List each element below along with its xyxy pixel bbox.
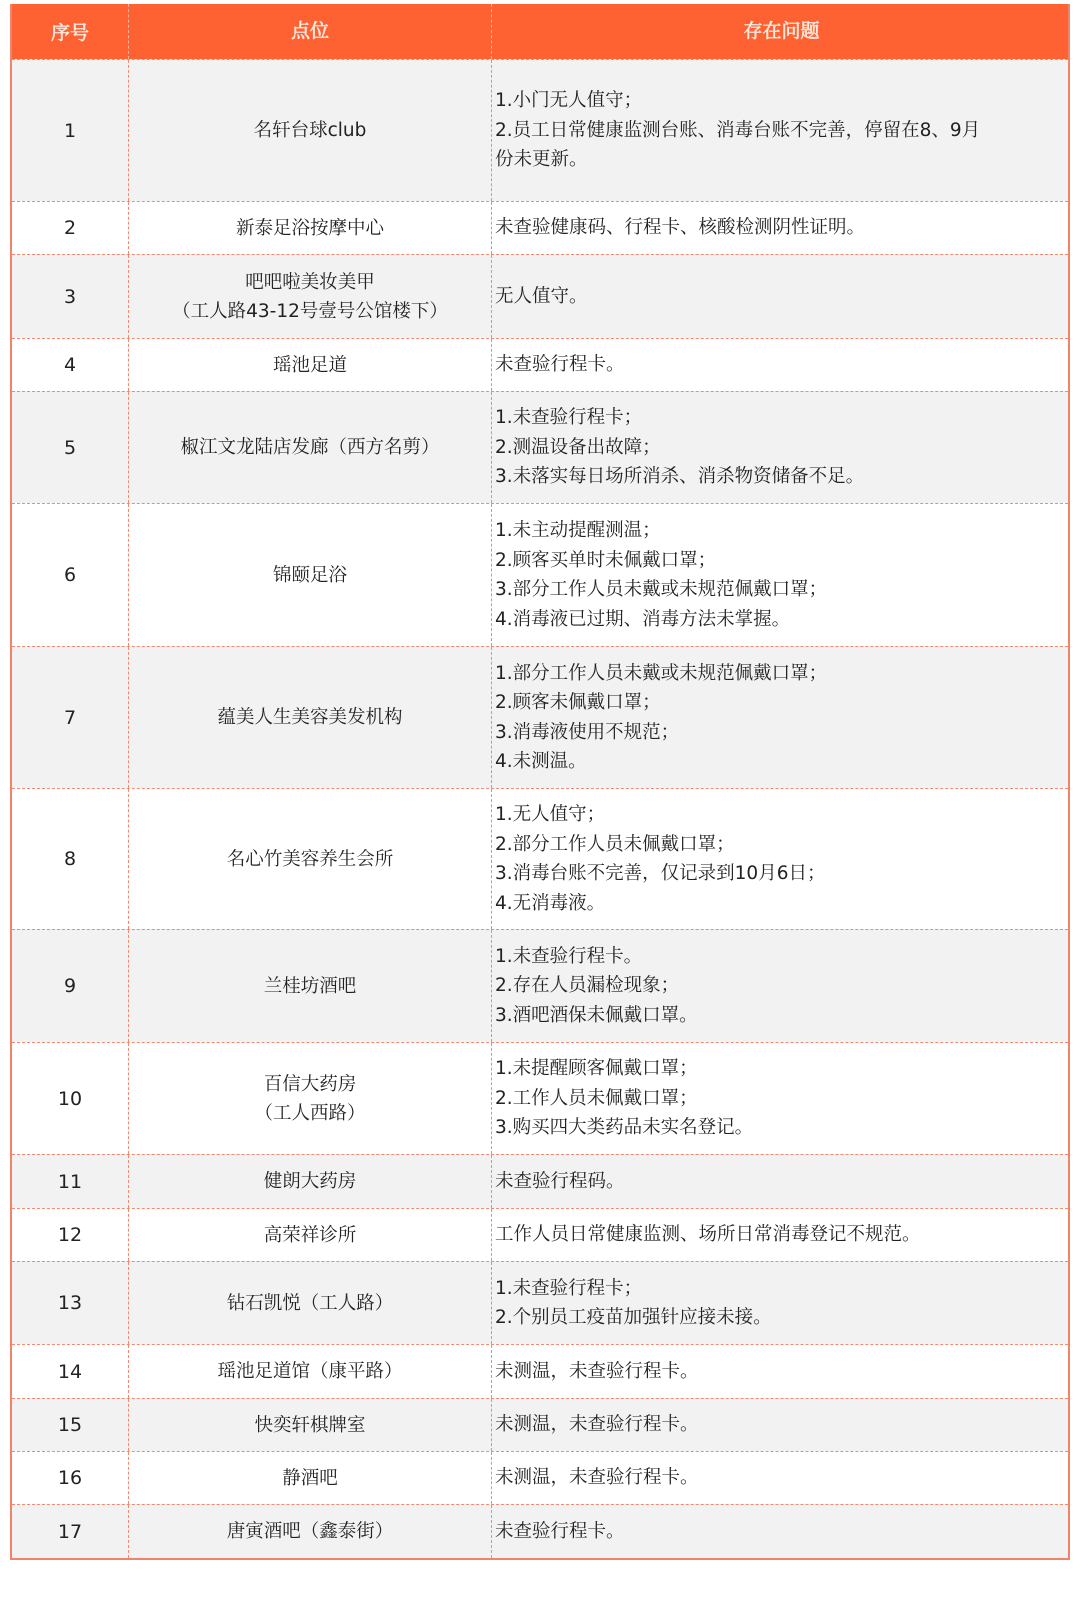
- issue-line: 份未更新。: [495, 149, 588, 171]
- serial-number-cell: 6: [12, 504, 129, 646]
- location-line: 快奕轩棋牌室: [254, 1414, 366, 1436]
- table-row: [12, 391, 1068, 503]
- table-row: [12, 1261, 1068, 1344]
- location-line: 蕴美人生美容美发机构: [217, 707, 403, 728]
- issue-line: 2.顾客未佩戴口罩；: [495, 692, 661, 713]
- location-cell: [129, 647, 492, 788]
- issue-line: 4.消毒液已过期、消毒方法未掌握。: [495, 608, 791, 630]
- location-cell: [129, 60, 492, 201]
- issues-cell: [492, 1262, 1068, 1344]
- issue-line: 1.未提醒顾客佩戴口罩；: [495, 1058, 698, 1080]
- location-line: 瑶池足道馆（康平路）: [217, 1361, 403, 1382]
- location-cell: [129, 392, 492, 503]
- serial-number-cell: 2: [12, 202, 129, 254]
- issue-line: 2.存在人员漏检现象；: [495, 975, 680, 997]
- table-row: [12, 1154, 1068, 1208]
- issues-cell: [492, 1209, 1068, 1261]
- issue-line: 工作人员日常健康监测、场所日常消毒登记不规范。: [495, 1224, 921, 1246]
- issue-line: 未测温，未查验行程卡。: [495, 1467, 699, 1489]
- location-cell: [129, 789, 492, 929]
- issues-cell: [492, 1345, 1068, 1398]
- table-row: [12, 1208, 1068, 1261]
- location-line: 钻石凯悦（工人路）: [226, 1292, 394, 1314]
- issue-line: 3.消毒液使用不规范；: [495, 721, 680, 743]
- issue-line: 2.员工日常健康监测台账、消毒台账不完善，停留在8、9月: [495, 119, 981, 141]
- issues-cell: [492, 1505, 1068, 1558]
- issues-cell: [492, 1452, 1068, 1504]
- location-cell: [129, 255, 492, 338]
- issue-line: 3.未落实每日场所消杀、消杀物资储备不足。: [495, 466, 865, 488]
- location-cell: [129, 930, 492, 1042]
- issue-line: 1.未查验行程卡；: [495, 407, 643, 429]
- location-line: 健朗大药房: [263, 1171, 357, 1192]
- issue-line: 1.部分工作人员未戴或未规范佩戴口罩；: [495, 662, 828, 684]
- issue-line: 3.消毒台账不完善，仅记录到10月6日；: [495, 863, 826, 884]
- issues-cell: [492, 202, 1068, 254]
- table-row: [12, 338, 1068, 391]
- table-row: [12, 646, 1068, 788]
- location-line: 瑶池足道: [272, 354, 347, 376]
- header-issues: 存在问题: [743, 19, 820, 42]
- issues-cell: [492, 504, 1068, 646]
- issues-cell: [492, 647, 1068, 788]
- location-line: 兰桂坊酒吧: [263, 975, 357, 997]
- location-cell: [129, 1262, 492, 1344]
- issue-line: 3.购买四大类药品未实名登记。: [495, 1117, 754, 1139]
- table-body: [12, 59, 1068, 1558]
- location-line: 新泰足浴按摩中心: [235, 217, 384, 239]
- location-line: 锦颐足浴: [272, 564, 347, 586]
- table-row: [12, 1398, 1068, 1451]
- location-line: 名心竹美容养生会所: [226, 848, 394, 870]
- inspection-table: [10, 4, 1070, 1560]
- table-row: [12, 1451, 1068, 1504]
- location-cell: [129, 202, 492, 254]
- issue-line: 1.小门无人值守；: [495, 90, 643, 112]
- serial-number-cell: 3: [12, 255, 129, 338]
- issues-cell: [492, 60, 1068, 201]
- serial-number-cell: 13: [12, 1262, 129, 1344]
- issue-line: 未查验行程码。: [495, 1170, 625, 1192]
- table-row: [12, 1042, 1068, 1154]
- issue-line: 1.无人值守；: [495, 804, 606, 825]
- table-row: [12, 1504, 1068, 1558]
- issue-line: 2.测温设备出故障；: [495, 436, 661, 458]
- issue-line: 1.未查验行程卡。: [495, 945, 643, 967]
- header-serial-number: 序号: [12, 4, 129, 59]
- location-line: 吧吧啦美妆美甲: [245, 271, 375, 293]
- table-row: [12, 503, 1068, 646]
- location-cell: [129, 1209, 492, 1261]
- table-row: [12, 59, 1068, 201]
- table-row: [12, 788, 1068, 929]
- issue-line: 未查验行程卡。: [495, 1520, 625, 1542]
- location-cell: [129, 1043, 492, 1154]
- table-row: [12, 254, 1068, 338]
- location-line: 百信大药房: [263, 1073, 357, 1095]
- table-row: [12, 929, 1068, 1042]
- table-row: [12, 201, 1068, 254]
- issues-cell: [492, 339, 1068, 391]
- location-cell: [129, 1452, 492, 1504]
- issue-line: 3.酒吧酒保未佩戴口罩。: [495, 1004, 698, 1026]
- serial-number-cell: 5: [12, 392, 129, 503]
- location-line: 静酒吧: [282, 1467, 338, 1489]
- location-cell: [129, 339, 492, 391]
- serial-number-cell: 1: [12, 60, 129, 201]
- issue-line: 无人值守。: [495, 285, 588, 307]
- serial-number-cell: 8: [12, 789, 129, 929]
- location-line: 唐寅酒吧（鑫泰街）: [226, 1521, 394, 1542]
- location-cell: [129, 504, 492, 646]
- issues-cell: [492, 1155, 1068, 1208]
- serial-number-cell: 10: [12, 1043, 129, 1154]
- serial-number-cell: 17: [12, 1505, 129, 1558]
- issue-line: 1.未查验行程卡；: [495, 1277, 643, 1299]
- issue-line: 2.个别员工疫苗加强针应接未接。: [495, 1307, 772, 1328]
- issues-cell: [492, 1399, 1068, 1451]
- serial-number-cell: 15: [12, 1399, 129, 1451]
- serial-number-cell: 16: [12, 1452, 129, 1504]
- header-location: 点位: [129, 4, 492, 59]
- location-line: 高荣祥诊所: [263, 1224, 357, 1246]
- serial-number-cell: 11: [12, 1155, 129, 1208]
- issues-cell: [492, 1043, 1068, 1154]
- issue-line: 未查验行程卡。: [495, 354, 625, 376]
- issue-line: 未查验健康码、行程卡、核酸检测阴性证明。: [495, 217, 866, 239]
- issues-cell: [492, 930, 1068, 1042]
- location-line: 名轩台球club: [253, 120, 367, 141]
- issue-line: 2.部分工作人员未佩戴口罩；: [495, 833, 735, 855]
- serial-number-cell: 12: [12, 1209, 129, 1261]
- issues-cell: [492, 789, 1068, 929]
- table-header: [12, 4, 1068, 59]
- location-line: （工人西路）: [254, 1102, 366, 1124]
- location-cell: [129, 1399, 492, 1451]
- issue-line: 3.部分工作人员未戴或未规范佩戴口罩；: [495, 579, 828, 600]
- location-cell: [129, 1505, 492, 1558]
- issue-line: 未测温，未查验行程卡。: [495, 1360, 699, 1382]
- location-cell: [129, 1345, 492, 1398]
- issue-line: 未测温，未查验行程卡。: [495, 1414, 699, 1436]
- issue-line: 2.顾客买单时未佩戴口罩；: [495, 549, 717, 571]
- location-line: 椒江文龙陆店发廊（西方名剪）: [180, 437, 440, 458]
- issue-line: 1.未主动提醒测温；: [495, 520, 661, 541]
- serial-number-cell: 7: [12, 647, 129, 788]
- issue-line: 4.无消毒液。: [495, 892, 606, 914]
- issues-cell: [492, 392, 1068, 503]
- serial-number-cell: 9: [12, 930, 129, 1042]
- location-line: （工人路43-12号壹号公馆楼下）: [172, 300, 448, 322]
- serial-number-cell: 4: [12, 339, 129, 391]
- issue-line: 4.未测温。: [495, 751, 587, 772]
- table-row: [12, 1344, 1068, 1398]
- issues-cell: [492, 255, 1068, 338]
- location-cell: [129, 1155, 492, 1208]
- issue-line: 2.工作人员未佩戴口罩；: [495, 1087, 698, 1109]
- serial-number-cell: 14: [12, 1345, 129, 1398]
